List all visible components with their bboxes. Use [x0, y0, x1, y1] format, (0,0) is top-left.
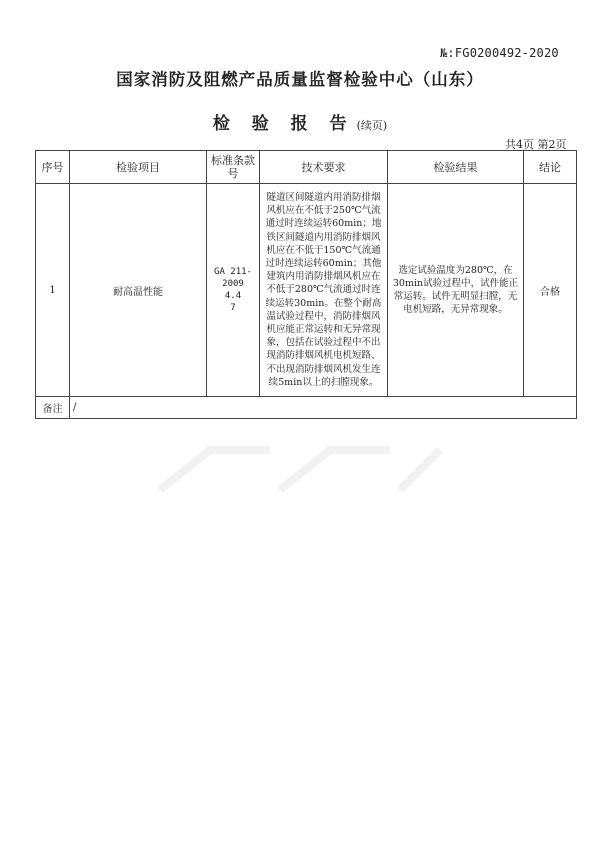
std-line: GA 211-: [214, 267, 252, 277]
remarks-value: /: [70, 397, 577, 419]
table-row: [36, 184, 577, 397]
row-std: [207, 184, 260, 397]
center-title: 国家消防及阻燃产品质量监督检验中心（山东）: [116, 70, 484, 89]
row-requirement: 隧道区间隧道内用消防排烟风机应在不低于250℃气流通过时连续运转60min；地铁区间隧道内用消防排烟风机应在不低于150℃气流通过时连续运转60min；其他建筑内用消防排烟风机应在不低于280℃气流通过时连续运转30min。在整个耐高温试验过程中，消防排烟风机应能正常运转和无异常现象，包括在试验过程中不出现消防排烟风机电机短路、不出现消防排烟风机发生连续5min以上的扫膛现象。: [260, 184, 388, 397]
row-item: 耐高温性能: [70, 184, 207, 397]
remarks-row: [36, 397, 577, 419]
report-number: №:FG0200492-2020: [440, 46, 559, 60]
row-result: 选定试验温度为280℃，在30min试验过程中，试件能正常运转。试件无明显扫膛，无电机短路，无异常现象。: [388, 184, 524, 397]
header-result: 检验结果: [388, 151, 524, 184]
report-title-block: [0, 109, 600, 134]
std-line: 7: [230, 303, 236, 313]
header-item: 检验项目: [70, 151, 207, 184]
std-line: 2009: [222, 279, 244, 289]
header-seq: 序号: [36, 151, 70, 184]
std-line: 4.4: [224, 291, 242, 301]
inspection-table: [35, 150, 577, 419]
watermark-logo: [150, 440, 450, 500]
remarks-label: 备注: [36, 397, 70, 419]
table-header-row: [36, 151, 577, 184]
header-req: 技术要求: [260, 151, 388, 184]
report-title: 检 验 报 告: [212, 114, 355, 134]
header-std: 标准条款号: [207, 151, 260, 184]
row-verdict: 合格: [524, 184, 577, 397]
continued-label: (续页): [356, 119, 388, 132]
row-seq: 1: [36, 184, 70, 397]
header-verdict: 结论: [524, 151, 577, 184]
page-info: 共4页 第2页: [505, 138, 567, 151]
